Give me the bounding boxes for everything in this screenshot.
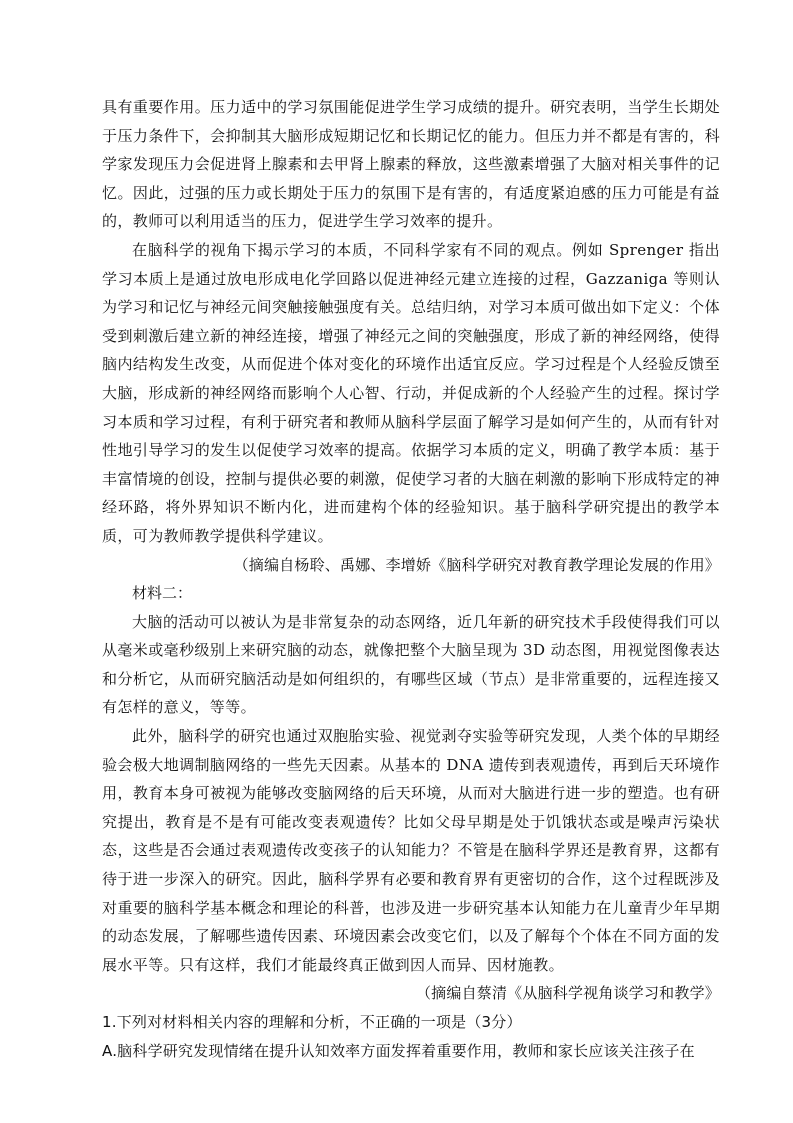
document-body [102, 93, 720, 1065]
question-1-option-a: A.脑科学研究发现情绪在提升认知效率方面发挥着重要作用，教师和家长应该关注孩子在 [102, 1041, 695, 1060]
question-1-stem: 1.下列对材料相关内容的理解和分析，不正确的一项是（3分） [102, 1013, 522, 1031]
material-one-paragraph-2: 在脑科学的视角下揭示学习的本质，不同科学家有不同的观点。例如 Sprenger 指出学习本质上是通过放电形成电化学回路以促进神经元建立连接的过程，Gazzaniga 等则认为学习和记忆与神经元间突触接触强度有关。总结归纳，对学习本质可做出如下定义：个体受到刺激后建立新的神经连接，增强了神经元之间的突触强度，形成了新的神经网络，使得脑内结构发生改变，从而促进个体对变化的环境作出适宜反应。学习过程是个人经验反馈至大脑，形成新的神经网络而影响个人心智、行动，并促成新的个人经验产生的过程。探讨学习本质和学习过程，有利于研究者和教师从脑科学层面了解学习是如何产生的，从而有针对性地引导学习的发生以促使学习效率的提高。依据学习本质的定义，明确了教学本质：基于丰富情境的创设，控制与提供必要的刺激，促使学习者的大脑在刺激的影响下形成特定的神经环路，将外界知识不断内化，进而建构个体的经验知识。基于脑科学研究提出的教学本质，可为教师教学提供科学建议。 [102, 240, 720, 545]
material-two-paragraph-1: 大脑的活动可以被认为是非常复杂的动态网络，近几年新的研究技术手段使得我们可以从毫米或毫秒级别上来研究脑的动态，就像把整个大脑呈现为 3D 动态图，用视觉图像表达和分析它，从而研究脑活动是如何组织的，有哪些区域（节点）是非常重要的，远程连接又有怎样的意义，等等。 [102, 612, 720, 717]
material-two-paragraph-2: 此外，脑科学的研究也通过双胞胎实验、视觉剥夺实验等研究发现，人类个体的早期经验会极大地调制脑网络的一些先天因素。从基本的 DNA 遗传到表观遗传，再到后天环境作用，教育本身可被视为能够改变脑网络的后天环境，从而对大脑进行进一步的塑造。也有研究提出，教育是不是有可能改变表观遗传？比如父母早期是处于饥饿状态或是噪声污染状态，这些是否会通过表观遗传改变孩子的认知能力？不管是在脑科学界还是教育界，这都有待于进一步深入的研究。因此，脑科学界有必要和教育界有更密切的合作，这个过程既涉及对重要的脑科学基本概念和理论的科普，也涉及进一步研究基本认知能力在儿童青少年早期的动态发展，了解哪些遗传因素、环境因素会改变它们，以及了解每个个体在不同方面的发展水平等。只有这样，我们才能最终真正做到因人而异、因材施教。 [102, 727, 720, 974]
material-one-source: （摘编自杨聆、禹娜、李增娇《脑科学研究对教育教学理论发展的作用》 [233, 555, 720, 574]
material-one-paragraph-1: 具有重要作用。压力适中的学习氛围能促进学生学习成绩的提升。研究表明，当学生长期处于压力条件下，会抑制其大脑形成短期记忆和长期记忆的能力。但压力并不都是有害的，科学家发现压力会促进肾上腺素和去甲肾上腺素的释放，这些激素增强了大脑对相关事件的记忆。因此，过强的压力或长期处于压力的氛围下是有害的，有适度紧迫感的压力可能是有益的，教师可以利用适当的压力，促进学生学习效率的提升。 [102, 98, 720, 231]
material-two-label: 材料二： [132, 584, 193, 603]
material-two-source: （摘编自蔡清《从脑科学视角谈学习和教学》 [415, 984, 720, 1003]
